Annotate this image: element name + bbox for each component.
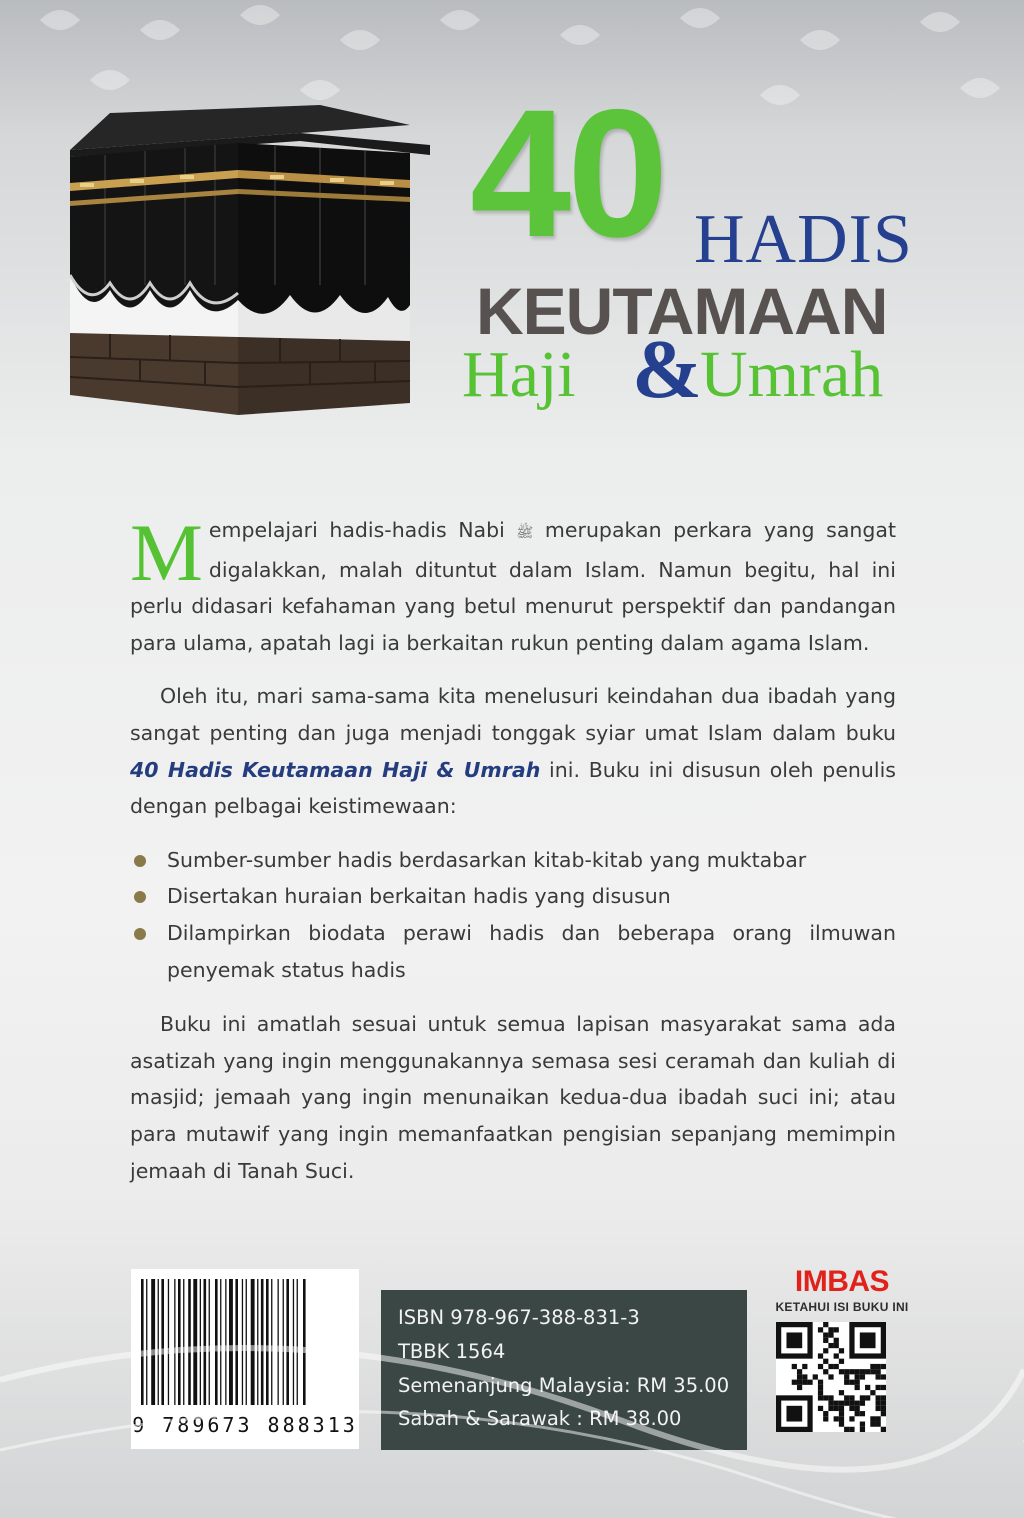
title-number: 40 (470, 71, 665, 275)
qr-subheading: KETAHUI ISI BUKU INI (775, 1300, 909, 1314)
title-haji: Haji (462, 338, 576, 411)
price-sabah-sarawak: Sabah & Sarawak : RM 38.00 (398, 1407, 682, 1430)
list-item-text: Dilampirkan biodata perawi hadis dan beberapa orang ilmuwan penyemak status hadis (167, 920, 896, 982)
blurb-text: empelajari hadis-hadis Nabi (208, 518, 517, 542)
title-hadis: HADIS (694, 201, 913, 278)
drop-cap: M (130, 507, 203, 598)
list-item (130, 878, 896, 915)
list-item (130, 842, 896, 879)
blurb-paragraph-3: Buku ini amatlah sesuai untuk semua lapisan masyarakat sama ada asatizah yang ingin menggunakannya semasa sesi ceramah dan kuliah di masjid; jemaah yang ingin menunaikan kedua-dua ibadah suci ini; atau para mutawif yang ingin memanfaatkan pengisian sepanjang memimpin jemaah di Tanah Suci. (130, 1012, 896, 1183)
blurb-text: ini. Buku ini disusun oleh penulis dengan pelbagai keistimewaan: (130, 757, 896, 819)
title-umrah: Umrah (700, 338, 884, 411)
list-item-text: Sumber-sumber hadis berdasarkan kitab-kitab yang muktabar (167, 847, 807, 872)
plastic-wrap-glare (0, 1120, 1024, 1518)
kaaba-illustration (70, 105, 430, 415)
title-keutamaan: KEUTAMAAN (476, 274, 888, 348)
barcode-number: 9 789673 888313 (132, 1413, 358, 1437)
blurb-paragraph-1 (130, 507, 896, 661)
qr-heading: IMBAS (794, 1265, 890, 1298)
list-item-text: Disertakan huraian berkaitan hadis yang disusun (167, 884, 671, 909)
isbn-label: ISBN 978-967-388-831-3 (398, 1306, 640, 1329)
blurb-text: merupakan perkara yang sangat digalakkan, malah dituntut dalam Islam. Namun begitu, hal ini perlu didasari kefahaman yang betul menurut perspektif dan pandangan para ulama, apatah lagi ia berkaitan rukun penting dalam agama Islam. (130, 518, 896, 655)
features-list (130, 842, 896, 988)
bullet-icon (134, 855, 146, 867)
honorific-icon: ﷺ (516, 525, 534, 541)
price-peninsular: Semenanjung Malaysia: RM 35.00 (398, 1374, 730, 1397)
bullet-icon (134, 928, 146, 940)
blurb (130, 507, 896, 1206)
list-item (130, 915, 896, 988)
bullet-icon (134, 891, 146, 903)
product-code: TBBK 1564 (398, 1340, 506, 1363)
blurb-text: Oleh itu, mari sama-sama kita menelusuri keindahan dua ibadah yang sangat penting dan juga menjadi tonggak syiar umat Islam dalam buku (130, 684, 896, 745)
book-title-reference: 40 Hadis Keutamaan Haji & Umrah (130, 757, 541, 782)
blurb-paragraph-2 (130, 678, 896, 824)
title-ampersand: & (632, 323, 702, 416)
